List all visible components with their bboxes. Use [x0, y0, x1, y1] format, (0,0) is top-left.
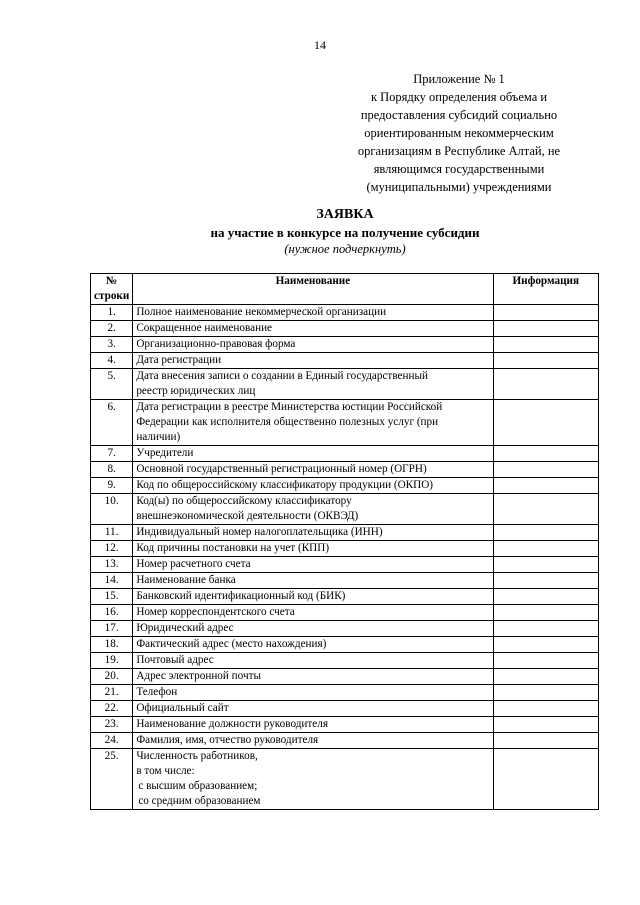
row-info-cell[interactable] [493, 733, 598, 749]
row-number: 3. [91, 337, 133, 353]
table-row [91, 669, 599, 685]
table-row [91, 525, 599, 541]
row-name [133, 653, 493, 669]
row-name-line: Номер расчетного счета [136, 558, 251, 570]
row-number: 8. [91, 462, 133, 478]
row-number: 17. [91, 621, 133, 637]
row-info-cell[interactable] [493, 462, 598, 478]
row-name [133, 733, 493, 749]
row-name [133, 589, 493, 605]
row-name-line: Банковский идентификационный код (БИК) [136, 590, 346, 602]
row-name-line: Юридический адрес [136, 622, 234, 634]
row-name-line: Код по общероссийскому классификатору продукции (ОКПО) [136, 479, 434, 491]
row-number: 10. [91, 494, 133, 525]
row-info-cell[interactable] [493, 305, 598, 321]
row-name [133, 494, 493, 525]
row-name [133, 621, 493, 637]
row-info-cell[interactable] [493, 557, 598, 573]
row-name-line: Код(ы) по общероссийскому классификатору [136, 495, 352, 507]
table-row [91, 621, 599, 637]
row-name-line: Официальный сайт [136, 702, 229, 714]
row-name [133, 478, 493, 494]
row-name-line: в том числе: [136, 765, 195, 777]
row-info-cell[interactable] [493, 637, 598, 653]
annex-line: к Порядку определения объема и [370, 90, 548, 104]
row-info-cell[interactable] [493, 685, 598, 701]
table-row [91, 446, 599, 462]
header-row-number-line2: строки [94, 290, 130, 302]
row-name [133, 525, 493, 541]
row-name-line: Полное наименование некоммерческой организации [136, 306, 387, 318]
row-name-line: Код причины постановки на учет (КПП) [136, 542, 330, 554]
table-row [91, 701, 599, 717]
table-row [91, 369, 599, 400]
table-row [91, 557, 599, 573]
row-number: 16. [91, 605, 133, 621]
row-name-line: Наименование должности руководителя [136, 718, 328, 730]
row-info-cell[interactable] [493, 525, 598, 541]
table-row [91, 733, 599, 749]
table-row [91, 462, 599, 478]
row-info-cell[interactable] [493, 353, 598, 369]
row-name [133, 305, 493, 321]
row-number: 2. [91, 321, 133, 337]
document-title-block [90, 206, 600, 258]
row-info-cell[interactable] [493, 589, 598, 605]
row-number: 18. [91, 637, 133, 653]
document-title: ЗАЯВКА [316, 207, 374, 222]
row-info-cell[interactable] [493, 446, 598, 462]
row-name [133, 685, 493, 701]
row-name [133, 637, 493, 653]
row-name-line: Федерации как исполнителя общественно полезных услуг (при [136, 416, 439, 428]
row-number: 25. [91, 749, 133, 810]
row-info-cell[interactable] [493, 337, 598, 353]
document-note: (нужное подчеркнуть) [284, 242, 406, 256]
row-name [133, 446, 493, 462]
table-row [91, 717, 599, 733]
row-name [133, 701, 493, 717]
row-name-line: Дата регистрации в реестре Министерства юстиции Российской [136, 401, 443, 413]
table-row [91, 605, 599, 621]
row-name-line: Номер корреспондентского счета [136, 606, 295, 618]
header-row-number-line1: № [106, 275, 118, 287]
row-name [133, 462, 493, 478]
annex-line: ориентированным некоммерческим [364, 126, 554, 140]
row-name-line: Почтовый адрес [136, 654, 214, 666]
annex-line: организациям в Республике Алтай, не [357, 144, 561, 158]
row-info-cell[interactable] [493, 701, 598, 717]
row-number: 15. [91, 589, 133, 605]
row-info-cell[interactable] [493, 573, 598, 589]
row-name [133, 749, 493, 810]
annex-line: Приложение № 1 [413, 72, 505, 86]
row-name [133, 717, 493, 733]
table-header-row [91, 274, 599, 305]
row-number: 20. [91, 669, 133, 685]
annex-line: (муниципальными) учреждениями [366, 180, 552, 194]
row-number: 14. [91, 573, 133, 589]
row-name [133, 321, 493, 337]
row-name-line: Сокращенное наименование [136, 322, 273, 334]
table-row [91, 749, 599, 810]
row-info-cell[interactable] [493, 749, 598, 810]
annex-line: являющимся государственными [373, 162, 545, 176]
row-info-cell[interactable] [493, 369, 598, 400]
row-info-cell[interactable] [493, 541, 598, 557]
table-row [91, 353, 599, 369]
row-name-line: Учредители [136, 447, 194, 459]
row-number: 24. [91, 733, 133, 749]
row-name [133, 400, 493, 446]
table-row [91, 573, 599, 589]
row-number: 21. [91, 685, 133, 701]
row-number: 19. [91, 653, 133, 669]
table-row [91, 589, 599, 605]
row-name [133, 541, 493, 557]
application-table [90, 273, 599, 810]
table-row [91, 305, 599, 321]
row-name [133, 605, 493, 621]
row-info-cell[interactable] [493, 605, 598, 621]
row-name-line: реестр юридических лиц [136, 385, 256, 397]
table-row [91, 653, 599, 669]
annex-heading [330, 70, 588, 196]
row-number: 5. [91, 369, 133, 400]
row-info-cell[interactable] [493, 321, 598, 337]
row-info-cell[interactable] [493, 653, 598, 669]
table-body [91, 305, 599, 810]
row-name-line: Дата регистрации [136, 354, 222, 366]
header-row-number [91, 274, 133, 305]
row-info-cell[interactable] [493, 478, 598, 494]
row-number: 9. [91, 478, 133, 494]
row-name [133, 557, 493, 573]
row-name-line: Дата внесения записи о создании в Единый государственный [136, 370, 428, 382]
row-name [133, 369, 493, 400]
document-subtitle: на участие в конкурсе на получение субсидии [210, 225, 480, 240]
row-name-line: Численность работников, [136, 750, 258, 762]
row-name-line: Организационно-правовая форма [136, 338, 296, 350]
table-row [91, 321, 599, 337]
row-name-line: Индивидуальный номер налогоплательщика (ИНН) [136, 526, 383, 538]
row-number: 13. [91, 557, 133, 573]
row-name-line: со средним образованием [138, 795, 261, 807]
row-number: 7. [91, 446, 133, 462]
header-info: Информация [493, 274, 598, 305]
row-name-line: Телефон [136, 686, 178, 698]
table-row [91, 400, 599, 446]
row-name [133, 337, 493, 353]
row-info-cell[interactable] [493, 621, 598, 637]
row-name-line: Фактический адрес (место нахождения) [136, 638, 327, 650]
annex-line: предоставления субсидий социально [360, 108, 558, 122]
row-name-line: Фамилия, имя, отчество руководителя [136, 734, 319, 746]
row-name-line: внешнеэкономической деятельности (ОКВЭД) [136, 510, 359, 522]
row-name-line: с высшим образованием; [138, 780, 258, 792]
table-row [91, 494, 599, 525]
row-info-cell[interactable] [493, 717, 598, 733]
table-row [91, 637, 599, 653]
row-name-line: наличии) [136, 431, 181, 443]
row-info-cell[interactable] [493, 669, 598, 685]
row-number: 22. [91, 701, 133, 717]
row-info-cell[interactable] [493, 494, 598, 525]
row-name [133, 573, 493, 589]
row-number: 1. [91, 305, 133, 321]
row-number: 6. [91, 400, 133, 446]
row-name-line: Основной государственный регистрационный номер (ОГРН) [136, 463, 427, 475]
table-row [91, 337, 599, 353]
row-name-line: Наименование банка [136, 574, 236, 586]
table-row [91, 541, 599, 557]
row-number: 12. [91, 541, 133, 557]
row-name [133, 669, 493, 685]
page-number: 14 [314, 38, 326, 52]
row-number: 23. [91, 717, 133, 733]
row-info-cell[interactable] [493, 400, 598, 446]
table-row [91, 478, 599, 494]
table-row [91, 685, 599, 701]
row-number: 11. [91, 525, 133, 541]
row-name-line: Адрес электронной почты [136, 670, 262, 682]
header-name: Наименование [133, 274, 493, 305]
row-number: 4. [91, 353, 133, 369]
row-name [133, 353, 493, 369]
